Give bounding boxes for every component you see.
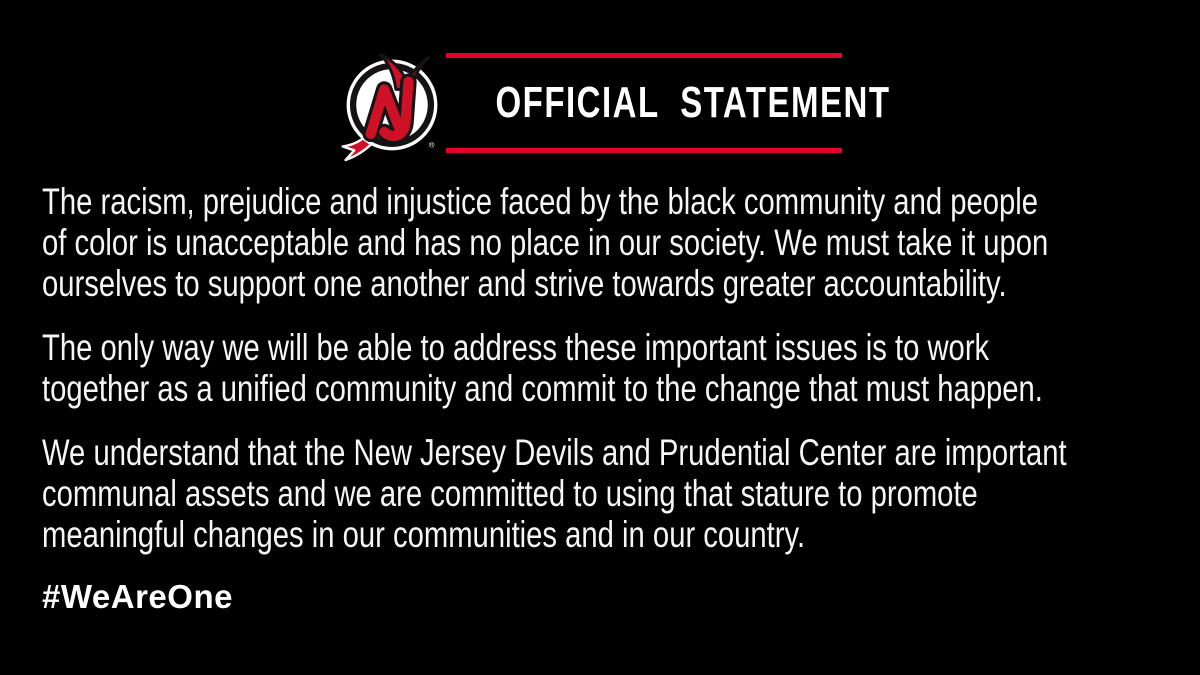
text-line: We understand that the New Jersey Devils and Prudential Center are important (42, 432, 1067, 473)
text-line: ourselves to support one another and strive towards greater accountability. (42, 263, 1007, 304)
registered-mark: ® (428, 140, 435, 150)
text-line: The only way we will be able to address these important issues is to work (42, 327, 990, 368)
new-jersey-devils-logo-icon (334, 44, 450, 162)
bottom-red-rule (446, 148, 842, 153)
title-block (446, 53, 891, 153)
paragraph-3 (42, 432, 1172, 555)
devils-logo (334, 44, 450, 162)
text-line: communal assets and we are committed to using that stature to promote (42, 473, 978, 514)
text-line: meaningful changes in our communities and in our country. (42, 514, 806, 555)
paragraph-2 (42, 327, 1172, 409)
page-title: OFFICIAL STATEMENT (495, 78, 891, 127)
text-line: together as a unified community and commit to the change that must happen. (42, 368, 1043, 409)
statement-body (42, 181, 1172, 616)
hashtag: #WeAreOne (42, 578, 233, 615)
header (334, 44, 891, 162)
text-line: The racism, prejudice and injustice faced by the black community and people (42, 181, 1038, 222)
text-line: of color is unacceptable and has no place in our society. We must take it upon (42, 222, 1049, 263)
paragraph-1 (42, 181, 1172, 304)
